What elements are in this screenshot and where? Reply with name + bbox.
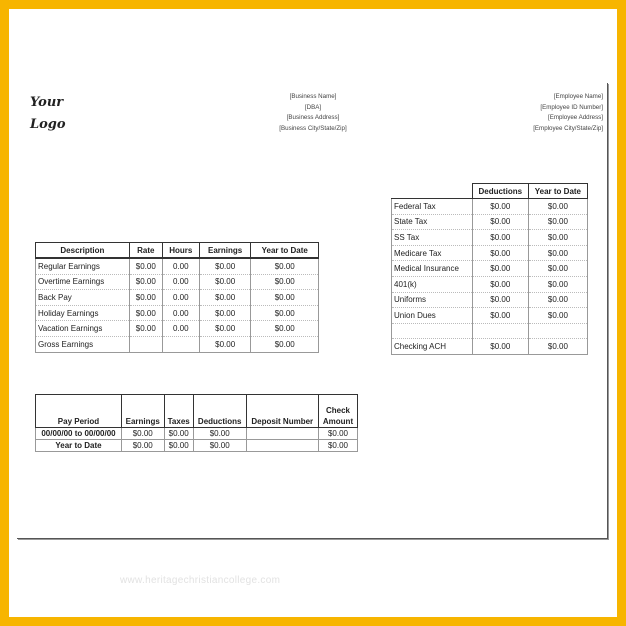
employee-id: [Employee ID Number] bbox=[540, 103, 603, 111]
table-row bbox=[36, 274, 319, 290]
business-address: [Business Address] bbox=[286, 114, 340, 122]
column-header: Hours bbox=[162, 243, 199, 259]
table-row bbox=[36, 258, 319, 274]
cell: $0.00 bbox=[472, 276, 528, 292]
cell: $0.00 bbox=[472, 339, 528, 355]
watermark: www.heritagechristiancollege.com bbox=[120, 575, 281, 586]
business-city-state-zip: [Business City/State/Zip] bbox=[279, 124, 347, 132]
cell: $0.00 bbox=[528, 245, 587, 261]
cell: $0.00 bbox=[472, 292, 528, 308]
cell: Back Pay bbox=[36, 290, 130, 306]
column-header: Deductions bbox=[193, 395, 246, 428]
column-header bbox=[392, 184, 473, 199]
cell: $0.00 bbox=[129, 321, 162, 337]
table-row bbox=[36, 336, 319, 352]
table-header-row bbox=[392, 184, 588, 199]
cell: $0.00 bbox=[199, 258, 251, 274]
column-header: Year to Date bbox=[528, 184, 587, 199]
cell: $0.00 bbox=[121, 428, 164, 440]
cell bbox=[246, 440, 318, 452]
cell: $0.00 bbox=[251, 290, 319, 306]
cell: $0.00 bbox=[199, 274, 251, 290]
business-info bbox=[268, 92, 358, 134]
table-row bbox=[392, 339, 588, 355]
cell: 0.00 bbox=[162, 290, 199, 306]
pay-summary-table bbox=[35, 394, 358, 452]
cell: $0.00 bbox=[251, 274, 319, 290]
cell bbox=[528, 323, 587, 339]
employee-city-state-zip: [Employee City/State/Zip] bbox=[533, 124, 603, 132]
column-header: Pay Period bbox=[36, 395, 122, 428]
cell: $0.00 bbox=[528, 308, 587, 324]
table-row bbox=[36, 428, 358, 440]
cell: 0.00 bbox=[162, 274, 199, 290]
cell: $0.00 bbox=[251, 305, 319, 321]
cell: $0.00 bbox=[472, 230, 528, 246]
cell: $0.00 bbox=[528, 276, 587, 292]
table-row bbox=[392, 308, 588, 324]
cell: Regular Earnings bbox=[36, 258, 130, 274]
cell: $0.00 bbox=[528, 292, 587, 308]
cell: 0.00 bbox=[162, 258, 199, 274]
cell: $0.00 bbox=[319, 428, 358, 440]
logo-line-2: Logo bbox=[30, 117, 66, 132]
cell: $0.00 bbox=[319, 440, 358, 452]
table-row bbox=[392, 199, 588, 215]
column-header: Description bbox=[36, 243, 130, 259]
cell: Union Dues bbox=[392, 308, 473, 324]
cell: Holiday Earnings bbox=[36, 305, 130, 321]
cell: $0.00 bbox=[528, 339, 587, 355]
cell: State Tax bbox=[392, 214, 473, 230]
cell: $0.00 bbox=[472, 308, 528, 324]
table-row bbox=[36, 321, 319, 337]
cell bbox=[392, 323, 473, 339]
cell: $0.00 bbox=[528, 230, 587, 246]
table-row bbox=[392, 230, 588, 246]
earnings-table bbox=[35, 242, 319, 353]
cell: 0.00 bbox=[162, 321, 199, 337]
cell: 401(k) bbox=[392, 276, 473, 292]
column-header: Rate bbox=[129, 243, 162, 259]
cell: $0.00 bbox=[472, 199, 528, 215]
cell: $0.00 bbox=[129, 274, 162, 290]
cell: $0.00 bbox=[472, 214, 528, 230]
employee-name: [Employee Name] bbox=[553, 93, 603, 100]
cell: $0.00 bbox=[193, 440, 246, 452]
column-header: Deductions bbox=[472, 184, 528, 199]
cell: $0.00 bbox=[164, 428, 193, 440]
cell: $0.00 bbox=[164, 440, 193, 452]
employee-info bbox=[533, 92, 603, 134]
business-dba: [DBA] bbox=[304, 103, 322, 111]
column-header: Check Amount bbox=[319, 395, 358, 428]
cell: $0.00 bbox=[129, 305, 162, 321]
logo-line-1: Your bbox=[30, 95, 64, 110]
cell: Uniforms bbox=[392, 292, 473, 308]
table-row bbox=[36, 305, 319, 321]
cell bbox=[246, 428, 318, 440]
cell: 0.00 bbox=[162, 305, 199, 321]
cell: SS Tax bbox=[392, 230, 473, 246]
cell: $0.00 bbox=[129, 258, 162, 274]
cell: $0.00 bbox=[121, 440, 164, 452]
cell: $0.00 bbox=[251, 321, 319, 337]
cell bbox=[129, 336, 162, 352]
cell: $0.00 bbox=[251, 258, 319, 274]
deductions-table bbox=[391, 183, 588, 355]
cell: $0.00 bbox=[199, 290, 251, 306]
table-header-row bbox=[36, 243, 319, 259]
cell: $0.00 bbox=[528, 199, 587, 215]
cell: Checking ACH bbox=[392, 339, 473, 355]
table-row bbox=[392, 323, 588, 339]
table-row bbox=[392, 276, 588, 292]
table-row bbox=[392, 214, 588, 230]
cell: $0.00 bbox=[472, 261, 528, 277]
cell: $0.00 bbox=[472, 245, 528, 261]
column-header: Year to Date bbox=[251, 243, 319, 259]
cell: $0.00 bbox=[199, 305, 251, 321]
table-header-row bbox=[36, 395, 358, 428]
table-row bbox=[392, 292, 588, 308]
cell: $0.00 bbox=[199, 336, 251, 352]
cell bbox=[472, 323, 528, 339]
column-header: Earnings bbox=[199, 243, 251, 259]
cell: $0.00 bbox=[129, 290, 162, 306]
logo bbox=[30, 92, 66, 136]
cell: Gross Earnings bbox=[36, 336, 130, 352]
cell: Overtime Earnings bbox=[36, 274, 130, 290]
employee-address: [Employee Address] bbox=[547, 114, 603, 122]
column-header: Taxes bbox=[164, 395, 193, 428]
cell: Federal Tax bbox=[392, 199, 473, 215]
business-name: [Business Name] bbox=[289, 93, 337, 100]
cell: Year to Date bbox=[36, 440, 122, 452]
column-header: Earnings bbox=[121, 395, 164, 428]
cell: $0.00 bbox=[193, 428, 246, 440]
table-row bbox=[36, 290, 319, 306]
cell: $0.00 bbox=[251, 336, 319, 352]
cell: $0.00 bbox=[528, 261, 587, 277]
cell bbox=[162, 336, 199, 352]
column-header: Deposit Number bbox=[246, 395, 318, 428]
cell: Medical Insurance bbox=[392, 261, 473, 277]
table-row bbox=[36, 440, 358, 452]
table-row bbox=[392, 261, 588, 277]
cell: 00/00/00 to 00/00/00 bbox=[36, 428, 122, 440]
cell: Medicare Tax bbox=[392, 245, 473, 261]
table-row bbox=[392, 245, 588, 261]
cell: $0.00 bbox=[199, 321, 251, 337]
cell: Vacation Earnings bbox=[36, 321, 130, 337]
cell: $0.00 bbox=[528, 214, 587, 230]
